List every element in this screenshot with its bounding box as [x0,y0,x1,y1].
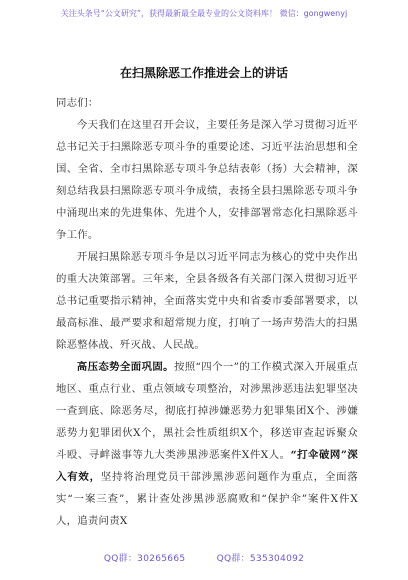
document-title: 在扫黑除恶工作推进会上的讲话 [119,66,288,80]
footer-qq-group-2: QQ群：535304092 [216,554,305,564]
paragraph-3-lead: 高压态势全面巩固。 [76,361,174,373]
paragraph-3-text: 按照“四个一”的工作模式深入开展重点地区、重点行业、重点领域专项整治，对涉黑涉恶违法犯罪坚决一查到底、除恶务尽，彻底打掉涉嫌恶势力犯罪集团X个、涉嫌恶势力犯罪团伙X个，黑社会性质组织X个，移送审查起诉聚众斗殴、寻衅滋事等九大类涉黑涉恶案件X件X人。 [56,361,358,461]
document-body [56,92,358,532]
footer [0,551,408,564]
paragraph-3-text-2: 坚持将治理党员干部涉黑涉恶问题作为重点，全面落实“一案三查”，累计查处涉黑涉恶腐败和“保护伞”案件X件X人，追责问责X [56,471,359,527]
footer-qq-group-1: QQ群：30265665 [103,554,186,564]
salutation: 同志们： [56,97,99,109]
header-banner: 关注头条号“公文研究”，获得最新最全最专业的公文资料库！ 微信：gongwenyj [60,9,348,18]
paragraph-3 [56,356,358,532]
paragraph-1: 今天我们在这里召开会议，主要任务是深入学习贯彻习近平总书记关于扫黑除恶专项斗争的重要论述、习近平法治思想和全国、全省、全市扫黑除恶专项斗争总结表彰（扬）大会精神，深刻总结我县扫黑除恶专项斗争成绩，表扬全县扫黑除恶专项斗争中涌现出来的先进集体、先进个人，安排部署常态化扫黑除恶斗争工作。 [56,119,358,241]
paragraph-3-lead-2: “打伞破网”深入有效， [56,449,358,483]
paragraph-2: 开展扫黑除恶专项斗争是以习近平同志为核心的党中央作出的重大决策部署。三年来，全县各级各有关部门深入贯彻习近平总书记重要指示精神，全面落实党中央和省委市委部署要求，以最高标准、最严要求和超常规力度，打响了一场声势浩大的扫黑除恶整体战、歼灭战、人民战。 [56,251,358,351]
